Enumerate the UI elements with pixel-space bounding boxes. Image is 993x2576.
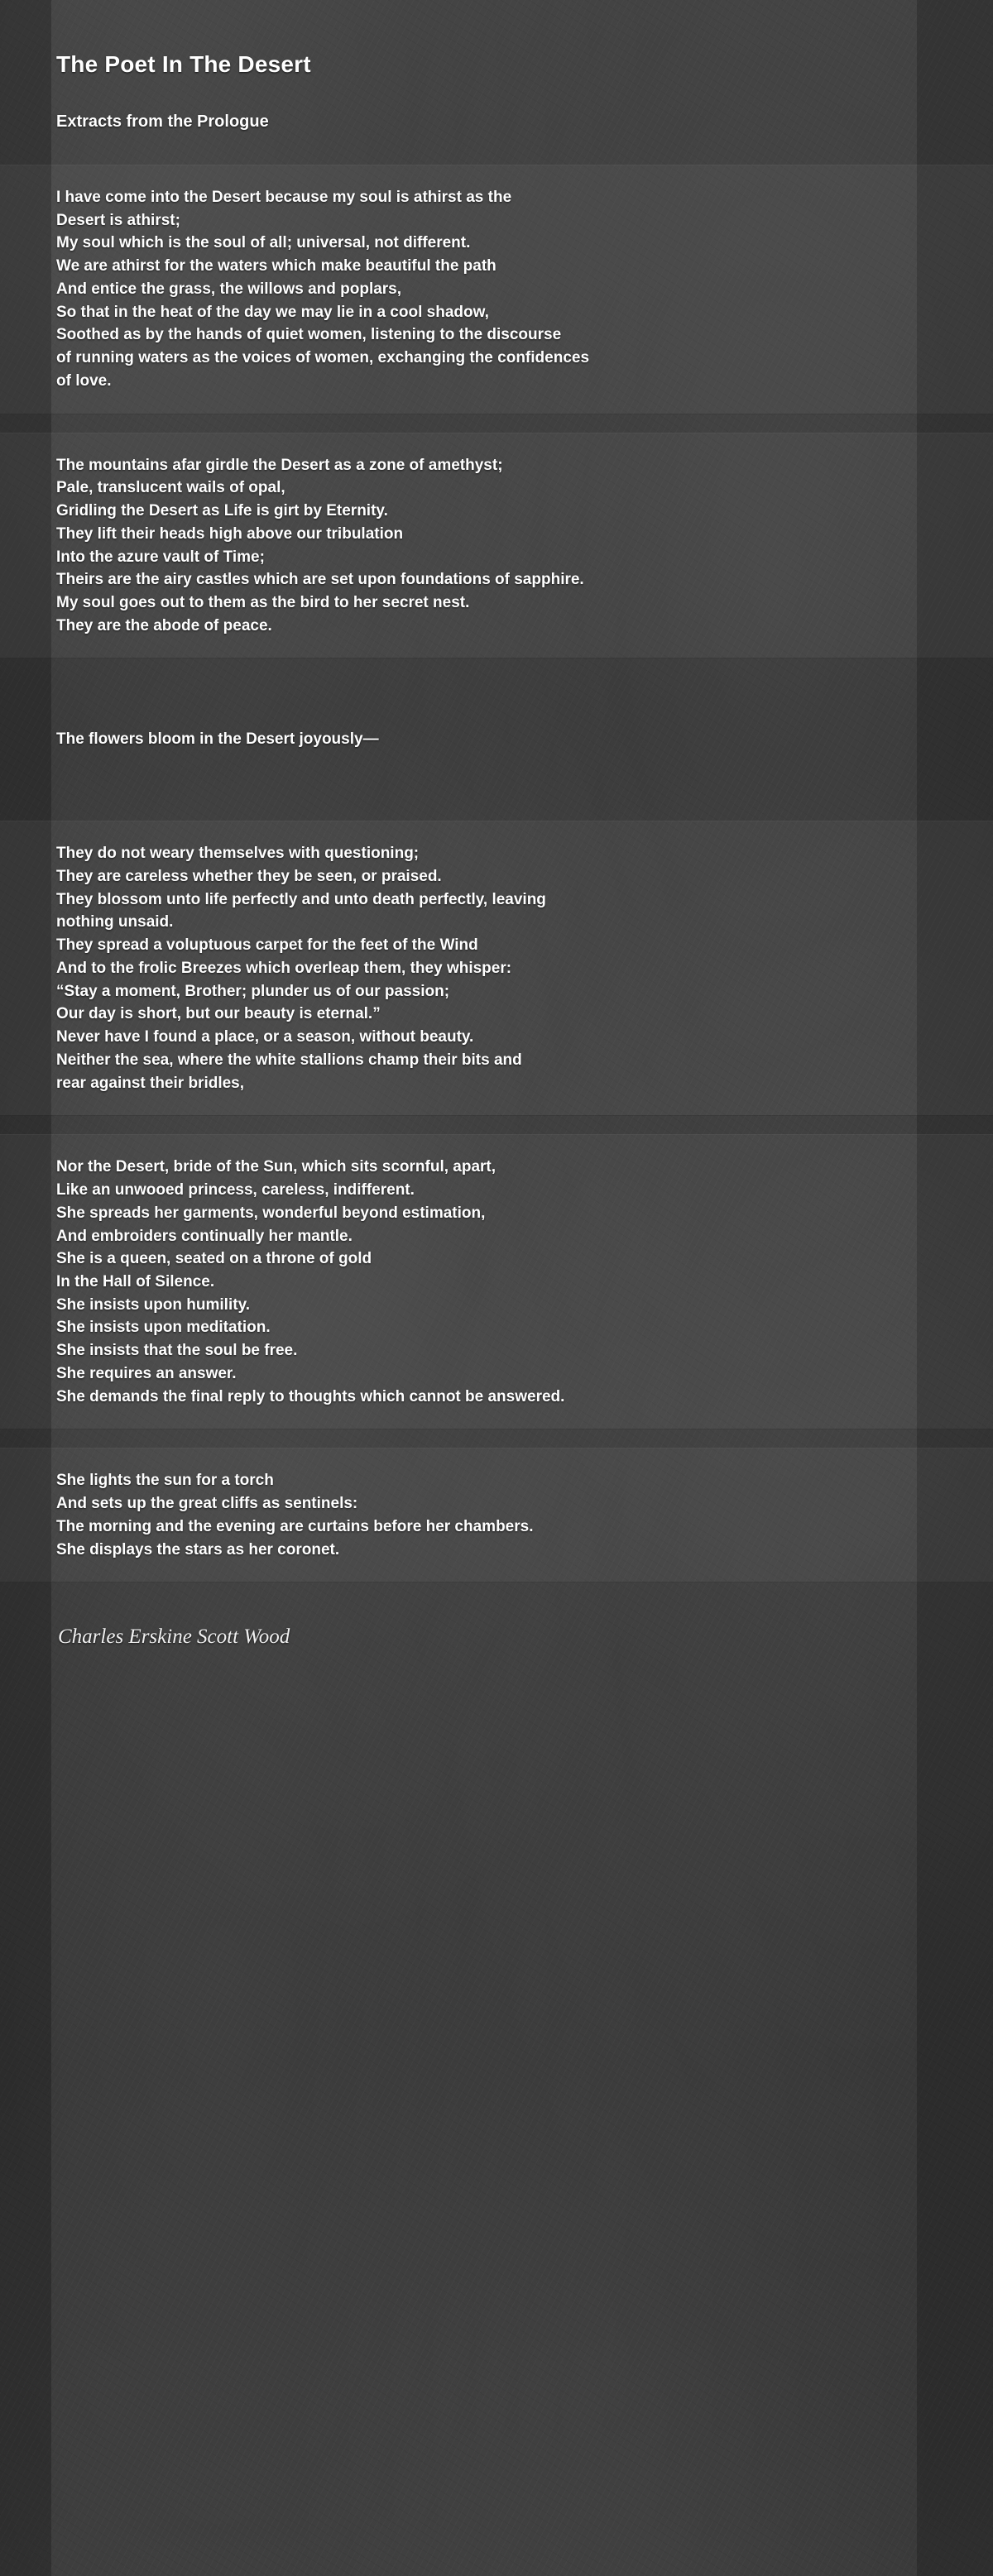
- poem-stanza: [0, 821, 993, 1116]
- poem-line: Nor the Desert, bride of the Sun, which sits scornful, apart,: [56, 1158, 496, 1176]
- poem-line: She requires an answer.: [56, 1364, 237, 1382]
- poem-line: And entice the grass, the willows and poplars,: [56, 280, 402, 298]
- poem-line: Desert is athirst;: [56, 211, 180, 229]
- poem-line: Gridling the Desert as Life is girt by Eternity.: [56, 502, 388, 520]
- spacer: [0, 773, 993, 821]
- spacer: [0, 1116, 993, 1134]
- poem-line: They blossom unto life perfectly and unto death perfectly, leaving: [56, 890, 546, 908]
- poem-line: rear against their bridles,: [56, 1074, 245, 1092]
- poem-stanza: [0, 433, 993, 659]
- poem-line: The morning and the evening are curtains before her chambers.: [56, 1517, 534, 1535]
- page-title: The Poet In The Desert: [56, 51, 311, 77]
- poem-stanza: [0, 1448, 993, 1582]
- spacer: [0, 132, 993, 165]
- poem-line: She insists upon humility.: [56, 1295, 251, 1314]
- poem-line: I have come into the Desert because my soul is athirst as the: [56, 189, 512, 206]
- spacer: [0, 658, 993, 706]
- poem-line: They are careless whether they be seen, or praised.: [56, 867, 442, 885]
- poem-line: In the Hall of Silence.: [56, 1272, 215, 1290]
- poem-stanza: [0, 165, 993, 414]
- poem-line: My soul goes out to them as the bird to her secret nest.: [56, 594, 470, 612]
- poem-line: They lift their heads high above our tribulation: [56, 524, 404, 543]
- poem-line: They do not weary themselves with questioning;: [56, 845, 420, 863]
- poem-line: They spread a voluptuous carpet for the feet of the Wind: [56, 936, 478, 955]
- poem-line: She spreads her garments, wonderful beyond estimation,: [56, 1204, 486, 1222]
- poem-line: And embroiders continually her mantle.: [56, 1227, 353, 1245]
- poem-author: Charles Erskine Scott Wood: [58, 1626, 290, 1649]
- poem-stanza: [0, 706, 993, 773]
- poem-line: Pale, translucent wails of opal,: [56, 479, 285, 497]
- poem-line: They are the abode of peace.: [56, 616, 272, 634]
- poem-line: Into the azure vault of Time;: [56, 548, 265, 566]
- poem-line: My soul which is the soul of all; universal, not different.: [56, 234, 471, 252]
- poem-line: We are athirst for the waters which make beautiful the path: [56, 257, 496, 275]
- poem-line: And sets up the great cliffs as sentinels:: [56, 1495, 358, 1513]
- poem-line: Soothed as by the hands of quiet women, listening to the discourse: [56, 326, 562, 344]
- poem-line: The mountains afar girdle the Desert as a zone of amethyst;: [56, 456, 503, 474]
- poem-line: nothing unsaid.: [56, 913, 174, 931]
- poem-line: She displays the stars as her coronet.: [56, 1540, 340, 1559]
- poem-line: So that in the heat of the day we may lie in a cool shadow,: [56, 303, 489, 321]
- poem-subtitle: Extracts from the Prologue: [56, 113, 269, 131]
- poem-stanza: [0, 1134, 993, 1429]
- poem-line: of running waters as the voices of women, exchanging the confidences: [56, 349, 590, 367]
- poem-line: She lights the sun for a torch: [56, 1472, 274, 1490]
- poem-line: She is a queen, seated on a throne of gold: [56, 1250, 372, 1268]
- poem-line: And to the frolic Breezes which overleap them, they whisper:: [56, 959, 512, 977]
- spacer: [0, 414, 993, 433]
- poem-line: “Stay a moment, Brother; plunder us of our passion;: [56, 982, 450, 1000]
- poem-line: Our day is short, but our beauty is eternal.”: [56, 1005, 381, 1023]
- stanza-list: [0, 165, 993, 1582]
- poem-line: Theirs are the airy castles which are set upon foundations of sapphire.: [56, 571, 584, 589]
- poem-line: Never have I found a place, or a season, without beauty.: [56, 1028, 474, 1046]
- poem-line: She insists upon meditation.: [56, 1319, 271, 1337]
- poem-line: She insists that the soul be free.: [56, 1342, 298, 1360]
- poem-line: Neither the sea, where the white stallions champ their bits and: [56, 1051, 522, 1069]
- poem-line: of love.: [56, 371, 112, 390]
- poem-line: She demands the final reply to thoughts which cannot be answered.: [56, 1387, 565, 1405]
- poem-line: Like an unwooed princess, careless, indifferent.: [56, 1181, 415, 1199]
- spacer: [0, 1429, 993, 1448]
- poem-line: The flowers bloom in the Desert joyously—: [56, 730, 379, 749]
